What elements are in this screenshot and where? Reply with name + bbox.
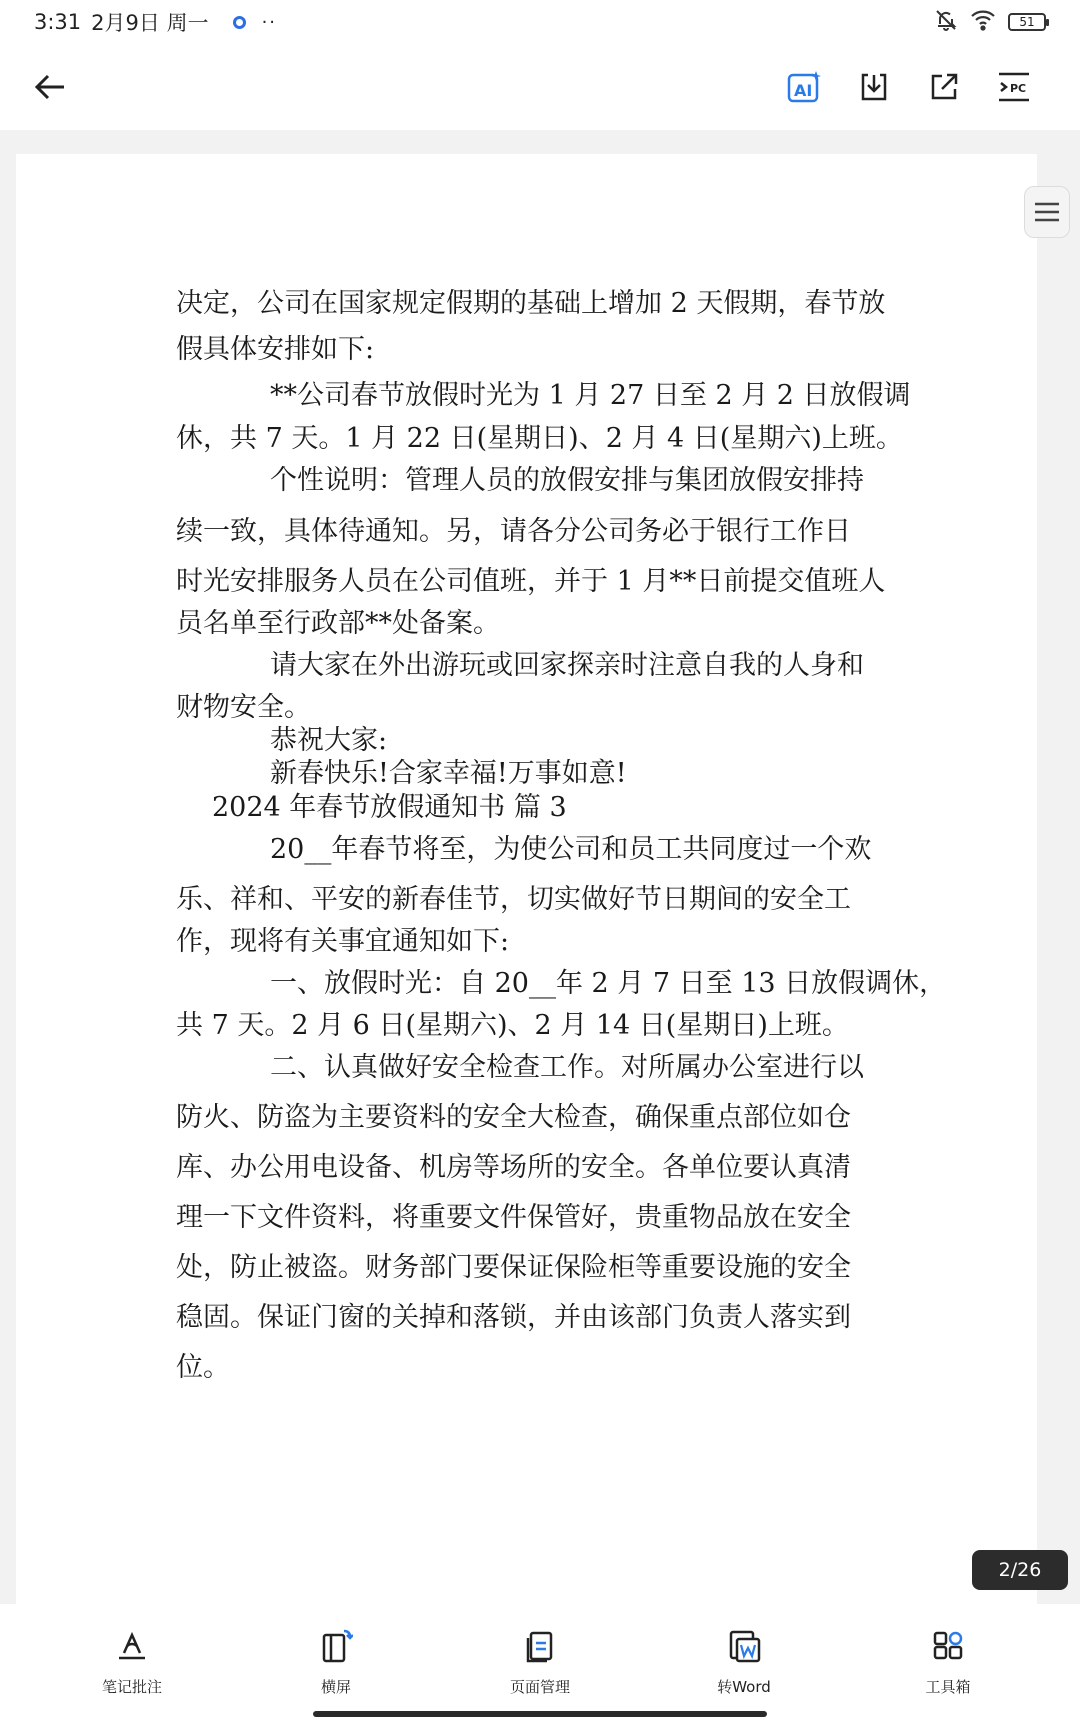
text-line: 员名单至行政部**处备案。 (176, 608, 500, 639)
ai-icon (786, 69, 822, 105)
text-line: 共 7 天。2 月 6 日(星期六)、2 月 14 日(星期日)上班。 (176, 1010, 849, 1041)
text-line: 防火、防盗为主要资料的安全大检查，确保重点部位如仓 (176, 1102, 851, 1133)
tool-label: 页面管理 (509, 1678, 570, 1696)
paragraph (176, 455, 936, 641)
bottom-toolbar (0, 1604, 1080, 1728)
ai-assistant-button[interactable] (784, 67, 824, 107)
section-heading: 2024 年春节放假通知书 篇 3 (212, 792, 567, 823)
paragraph (176, 825, 936, 959)
text-line: 一、放假时光：自 20__年 2 月 7 日至 13 日放假调休， (270, 968, 947, 999)
tool-label: 横屏 (320, 1678, 351, 1696)
app-bar (0, 44, 1080, 130)
text-line: 库、办公用电设备、机房等场所的安全。各单位要认真清 (176, 1152, 851, 1183)
page-manage-button[interactable] (470, 1626, 610, 1697)
wish-line: 新春快乐!合家幸福!万事如意! (270, 758, 627, 789)
wifi-icon (970, 9, 996, 36)
paragraph (176, 725, 936, 825)
paragraph (176, 959, 947, 1043)
text-line: 时光安排服务人员在公司值班，并于 1 月**日前提交值班人 (176, 566, 886, 597)
pc-transfer-icon (996, 71, 1032, 103)
toolbox-icon (928, 1626, 968, 1666)
document-body (176, 276, 947, 1393)
convert-word-button[interactable] (674, 1626, 814, 1697)
home-indicator[interactable] (313, 1711, 767, 1717)
paragraph (176, 368, 936, 455)
paragraph (176, 276, 936, 368)
send-to-pc-button[interactable] (994, 67, 1034, 107)
text-line: 乐、祥和、平安的新春佳节，切实做好节日期间的安全工 (176, 884, 851, 915)
text-line: 二、认真做好安全检查工作。对所属办公室进行以 (270, 1052, 864, 1083)
status-more-dots: ·· (261, 11, 278, 33)
back-arrow-icon (34, 73, 66, 101)
text-line: 决定，公司在国家规定假期的基础上增加 2 天假期，春节放 (176, 288, 886, 319)
back-button[interactable] (30, 67, 70, 107)
ai-icon-label: AI (794, 81, 813, 100)
download-button[interactable] (854, 67, 894, 107)
tool-label: 转Word (717, 1678, 771, 1696)
tool-label: 工具箱 (925, 1678, 971, 1696)
text-line: 作，现将有关事宜通知如下: (176, 926, 510, 957)
paragraph (176, 1043, 936, 1393)
document-page[interactable] (16, 154, 1037, 1604)
page-counter: 2/26 (972, 1550, 1068, 1590)
text-line: 续一致，具体待通知。另，请各分公司务必于银行工作日 (176, 516, 851, 547)
text-line: 休，共 7 天。1 月 22 日(星期日)、2 月 4 日(星期六)上班。 (176, 423, 903, 454)
share-button[interactable] (924, 67, 964, 107)
greeting-line: 恭祝大家: (270, 725, 388, 756)
text-line: 假具体安排如下: (176, 334, 375, 365)
battery-icon: 51 (1008, 13, 1046, 31)
text-line: 理一下文件资料，将重要文件保管好，贵重物品放在安全 (176, 1202, 851, 1233)
text-line: **公司春节放假时光为 1 月 27 日至 2 月 2 日放假调 (270, 380, 911, 411)
notification-dot-icon (233, 16, 246, 29)
landscape-button[interactable] (266, 1626, 406, 1697)
rotate-screen-icon (316, 1626, 356, 1666)
pc-icon-label: PC (1010, 82, 1027, 95)
text-line: 稳固。保证门窗的关掉和落锁，并由该部门负责人落实到 (176, 1302, 851, 1333)
status-date: 2月9日 周一 (91, 11, 209, 35)
tool-label: 笔记批注 (101, 1678, 162, 1696)
text-line: 位。 (176, 1352, 230, 1383)
word-convert-icon (724, 1626, 764, 1666)
text-line: 20__年春节将至，为使公司和员工共同度过一个欢 (270, 834, 872, 865)
hamburger-icon (1034, 201, 1060, 223)
text-line: 财物安全。 (176, 692, 311, 723)
paragraph (176, 641, 936, 725)
text-line: 处，防止被盗。财务部门要保证保险柜等重要设施的安全 (176, 1252, 851, 1283)
note-annotate-button[interactable] (62, 1626, 202, 1697)
status-bar (0, 0, 1080, 44)
page-manage-icon (520, 1626, 560, 1666)
download-icon (858, 71, 890, 103)
share-icon (928, 71, 960, 103)
toolbox-button[interactable] (878, 1626, 1018, 1697)
pen-annotate-icon (112, 1626, 152, 1666)
text-line: 个性说明：管理人员的放假安排与集团放假安排持 (270, 465, 864, 496)
text-line: 请大家在外出游玩或回家探亲时注意自我的人身和 (270, 650, 864, 681)
mute-bell-icon (934, 8, 958, 37)
outline-menu-button[interactable] (1024, 186, 1070, 238)
status-time: 3:31 (34, 10, 82, 34)
